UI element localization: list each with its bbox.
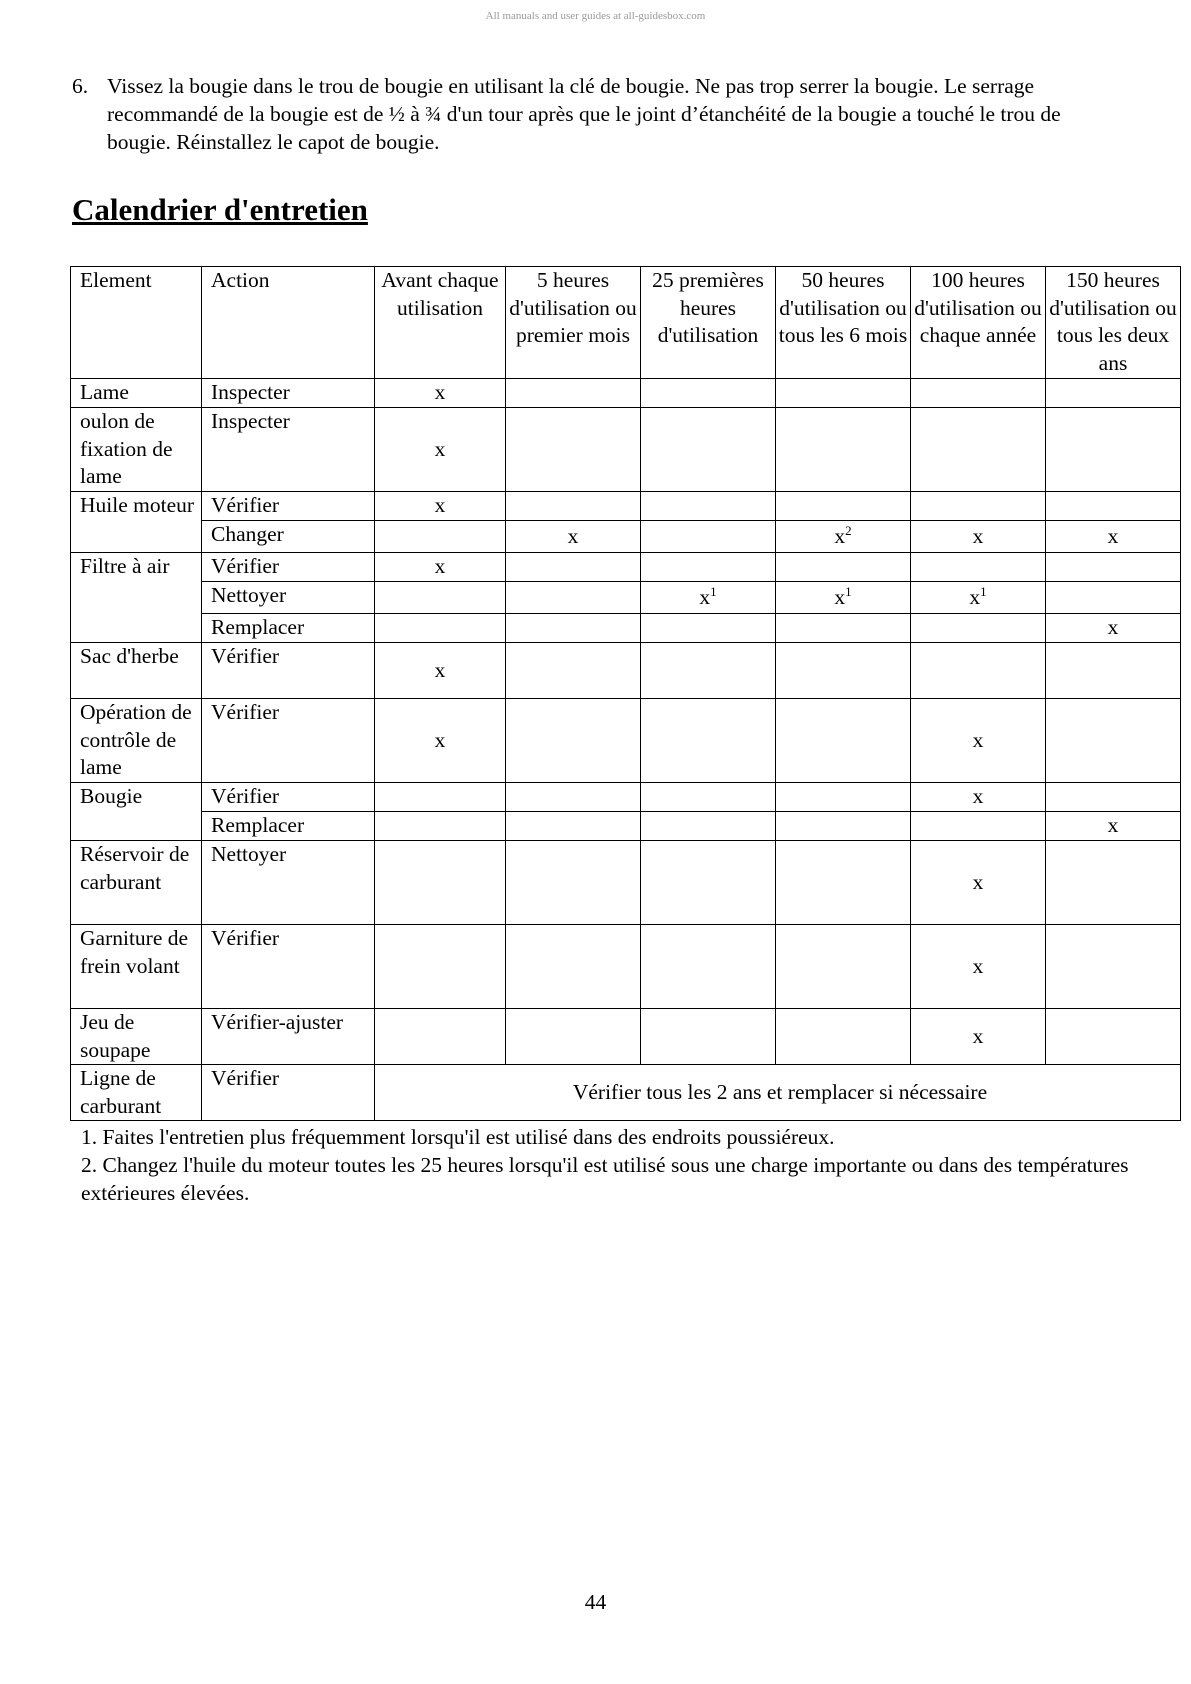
row-element: Réservoir de carburant xyxy=(71,841,202,925)
row-element: Bougie xyxy=(71,783,202,841)
section-title: Calendrier d'entretien xyxy=(72,192,368,227)
row-action: Changer xyxy=(202,521,375,553)
header-25-hours: 25 premières heures d'utilisation xyxy=(641,267,776,379)
footnote-ref: 2 xyxy=(845,522,852,538)
table-row xyxy=(71,408,1181,492)
mark-with-footnote xyxy=(911,582,1046,614)
row-element: Opération de contrôle de lame xyxy=(71,699,202,783)
table-row xyxy=(71,379,1181,408)
table-row xyxy=(71,1065,1181,1121)
row-action: Remplacer xyxy=(202,812,375,841)
mark: x xyxy=(911,783,1046,812)
footnote-ref: 1 xyxy=(710,583,717,599)
mark: x xyxy=(911,699,1046,783)
mark-text: x xyxy=(699,584,711,609)
mark: x xyxy=(911,521,1046,553)
row-element: Sac d'herbe xyxy=(71,643,202,699)
table-row xyxy=(71,614,1181,643)
table-row xyxy=(71,1009,1181,1065)
page-number: 44 xyxy=(584,1590,607,1614)
table-row xyxy=(71,521,1181,553)
mark: x xyxy=(911,925,1046,1009)
footnotes xyxy=(81,1123,1131,1207)
instruction-step xyxy=(72,72,1112,156)
row-action: Vérifier xyxy=(202,643,375,699)
mark-with-footnote xyxy=(641,582,776,614)
row-element: Jeu de soupape xyxy=(71,1009,202,1065)
row-action: Vérifier xyxy=(202,699,375,783)
mark-text: x xyxy=(969,584,981,609)
header-element: Element xyxy=(71,267,202,379)
header-before-each-use: Avant chaque utilisation xyxy=(375,267,506,379)
mark: x xyxy=(375,492,506,521)
footnote-1: 1. Faites l'entretien plus fréquemment lorsqu'il est utilisé dans des endroits poussiéreux. xyxy=(81,1125,835,1149)
header-5-hours: 5 heures d'utilisation ou premier mois xyxy=(506,267,641,379)
table-row xyxy=(71,783,1181,812)
row-element: Garniture de frein volant xyxy=(71,925,202,1009)
source-watermark: All manuals and user guides at all-guidesbox.com xyxy=(485,10,706,22)
fuel-line-note: Vérifier tous les 2 ans et remplacer si nécessaire xyxy=(375,1065,1181,1121)
row-element: oulon de fixation de lame xyxy=(71,408,202,492)
mark: x xyxy=(1046,614,1181,643)
table-row xyxy=(71,841,1181,925)
mark-with-footnote xyxy=(776,521,911,553)
row-action: Vérifier xyxy=(202,783,375,812)
table-row xyxy=(71,553,1181,582)
row-action: Vérifier xyxy=(202,1065,375,1121)
table-header-row xyxy=(71,267,1181,379)
table-row xyxy=(71,699,1181,783)
mark: x xyxy=(375,408,506,492)
row-action: Remplacer xyxy=(202,614,375,643)
row-action: Nettoyer xyxy=(202,582,375,614)
maintenance-schedule-table xyxy=(70,266,1181,1121)
row-element: Huile moteur xyxy=(71,492,202,553)
step-number: 6. xyxy=(72,74,89,98)
table-row xyxy=(71,492,1181,521)
table-row xyxy=(71,582,1181,614)
mark: x xyxy=(375,379,506,408)
header-150-hours: 150 heures d'utilisation ou tous les deux ans xyxy=(1046,267,1181,379)
mark-text: x xyxy=(834,523,846,548)
mark: x xyxy=(506,521,641,553)
mark: x xyxy=(375,553,506,582)
step-text: Vissez la bougie dans le trou de bougie en utilisant la clé de bougie. Ne pas trop serrer la bougie. Le serrage recommandé de la bougie est de ½ à ¾ d'un tour après que le joint d’étanchéité de la bougie a touché le trou de bougie. Réinstallez le capot de bougie. xyxy=(107,74,1061,154)
mark: x xyxy=(1046,521,1181,553)
mark-with-footnote xyxy=(776,582,911,614)
row-action: Vérifier-ajuster xyxy=(202,1009,375,1065)
mark: x xyxy=(1046,812,1181,841)
row-action: Vérifier xyxy=(202,553,375,582)
mark: x xyxy=(911,1009,1046,1065)
header-action: Action xyxy=(202,267,375,379)
table-row xyxy=(71,812,1181,841)
row-action: Inspecter xyxy=(202,379,375,408)
row-action: Vérifier xyxy=(202,925,375,1009)
row-element: Ligne de carburant xyxy=(71,1065,202,1121)
mark-text: x xyxy=(834,584,846,609)
header-50-hours: 50 heures d'utilisation ou tous les 6 mois xyxy=(776,267,911,379)
mark: x xyxy=(375,643,506,699)
row-action: Vérifier xyxy=(202,492,375,521)
table-row xyxy=(71,643,1181,699)
header-100-hours: 100 heures d'utilisation ou chaque année xyxy=(911,267,1046,379)
table-row xyxy=(71,925,1181,1009)
mark: x xyxy=(911,841,1046,925)
row-action: Inspecter xyxy=(202,408,375,492)
footnote-ref: 1 xyxy=(845,583,852,599)
row-element: Filtre à air xyxy=(71,553,202,643)
footnote-2: 2. Changez l'huile du moteur toutes les 25 heures lorsqu'il est utilisé sous une charge importante ou dans des températures extérieures élevées. xyxy=(81,1153,1129,1205)
footnote-ref: 1 xyxy=(980,583,987,599)
row-action: Nettoyer xyxy=(202,841,375,925)
row-element: Lame xyxy=(71,379,202,408)
mark: x xyxy=(375,699,506,783)
